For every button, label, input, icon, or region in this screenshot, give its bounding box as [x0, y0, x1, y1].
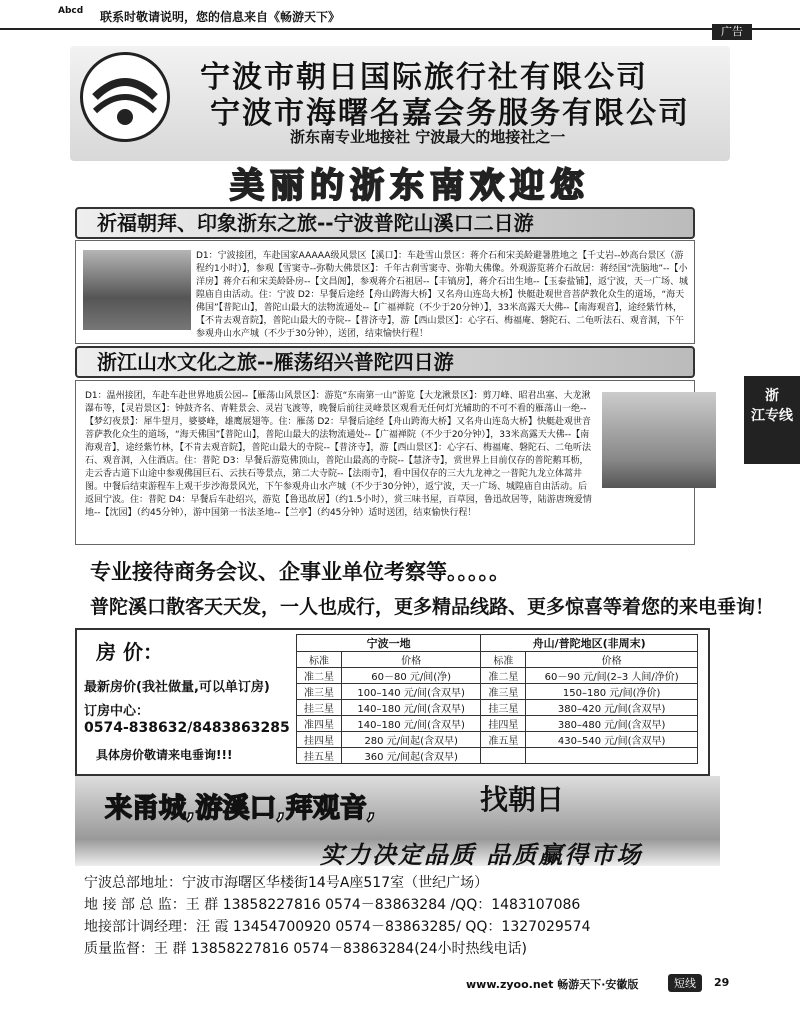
table-cell: 准三星: [481, 684, 526, 700]
banner-line-2: 找朝日: [480, 783, 565, 816]
col-price: 价格: [526, 652, 698, 668]
table-cell: 准四星: [297, 716, 342, 732]
table-cell: 380–480 元/间(含双早): [526, 716, 698, 732]
table-cell: 60－90 元/间(2–3 人间/净价): [526, 668, 698, 684]
welcome-title: 美丽的浙东南欢迎您: [230, 166, 590, 206]
magazine-logo: Abcd: [58, 6, 84, 16]
hotel-label: 房 价：: [96, 640, 163, 664]
footer-site: www.zyoo.net 畅游天下·安徽版: [466, 978, 639, 991]
page-number: 29: [714, 976, 730, 989]
table-row: [297, 684, 698, 700]
booking-phone: 0574-838632/8483863285: [84, 720, 290, 736]
table-cell: 140–180 元/间(含双早): [342, 700, 481, 716]
region-right: 舟山/普陀地区(非周末): [481, 635, 698, 652]
table-cell: [526, 748, 698, 764]
col-standard: 标准: [297, 652, 342, 668]
table-cell: 380–420 元/间(含双早): [526, 700, 698, 716]
table-cell: 准三星: [297, 684, 342, 700]
contact-line-2: 地接部计调经理：汪 霞 13454700920 0574－83863285/ QQ：1327029574: [84, 919, 591, 935]
table-cell: 挂三星: [297, 700, 342, 716]
table-cell: 150–180 元/间(净价): [526, 684, 698, 700]
contact-line-1: 地 接 部 总 监：王 群 13858227816 0574－83863284 /QQ：1483107086: [84, 897, 581, 913]
sidebar-label-1: 浙: [765, 388, 779, 404]
contact-address: 宁波总部地址：宁波市海曙区华楼街14号A座517室（世纪广场）: [84, 875, 489, 891]
route2-title: 浙江山水文化之旅--雁荡绍兴普陀四日游: [75, 346, 695, 378]
sidebar-label-2: 江专线: [751, 408, 793, 424]
route2-photo: [602, 392, 716, 488]
table-cell: 430–540 元/间(含双早): [526, 732, 698, 748]
company-logo-icon: [80, 52, 170, 142]
slogan: 浙东南专业地接社 宁波最大的地接社之一: [290, 128, 566, 146]
company-name-2: 宁波市海曙名嘉会务服务有限公司: [210, 96, 690, 131]
route1-itinerary: D1：宁波接团，车赴国家AAAAA级风景区【溪口】：车赴雪山景区：蒋介石和宋美龄避暑胜地之【千丈岩--妙高台景区（游程约1小时）】，参观【雪窦寺--弥勒大佛景区】：千年古刹雪窦寺、弥勒大佛像。外观游览蒋介石故居：蒋经国“洗脑地”--【小洋房】蒋介石和宋美龄卧房--【文昌阁】，参观蒋介石祖居--【丰镐房】，蒋介石出生地--【玉泰盐铺】，返宁波，天一广场、城隍庙自由活动。住：宁波 D2：早餐后途经【舟山跨海大桥】又名舟山连岛大桥】快艇赴观世音菩萨教化众生的道场，“海天佛国”【普陀山】，普陀山最大的法物流通处--【广福禅院（不少于20分钟）】，33米高露天大佛--【南海观音】，途经紫竹林，【不肯去观音院】，普陀山最大的寺院--【普济寺】，游【西山景区】：心字石、梅福庵、磐陀石、二龟听法石、观音洞，下午参观舟山水产城（不少于30分钟），送团，结束愉快行程！: [196, 251, 688, 339]
table-cell: 准五星: [481, 732, 526, 748]
table-cell: 挂五星: [297, 748, 342, 764]
route2-itinerary: D1：温州接团，车赴车赴世界地质公园--【雁荡山风景区】：游览“东南第一山”游览【大龙湫景区】：剪刀峰、昭君出塞、大龙湫瀑布等，【灵岩景区】：钟鼓齐名、青鞋景会、灵岩飞渡等，晚餐后前往灵峰景区观看无任何灯光辅助的不可不看的雁荡山一绝--【梦幻夜景】：犀牛望月，婆婆峰，雄鹰展翅等。住：雁荡 D2：早餐后途经【舟山跨海大桥】又名舟山连岛大桥】快艇赴观世音菩萨教化众生的道场，“海天佛国”【普陀山】，普陀山最大的法物流通处--【广福禅院（不少于20分钟）】，33米高露天大佛--【南海观音】，途经紫竹林，【不肯去观音院】，普陀山最大的寺院--【普济寺】，游【西山景区】：心字石、梅福庵、磐陀石、二龟听法石、观音洞，入住酒店。住：普陀 D3：早餐后游览佛顶山，普陀山最高的寺院--【慧济寺】，赏世界上目前仅存的普陀鹅耳枥，走云香古道下山途中参观佛国巨石、云扶石等景点，第二大寺院--【法雨寺】，看中国仅存的三大九龙神之一普陀九龙立体蒿井图。中餐后结束游程车上观干步沙海景风光，下午参观舟山水产城（不少于30分钟），返宁波，天一广场、城隍庙自由活动。后返回宁波。住：普陀 D4：早餐后车赴绍兴，游览【鲁迅故居】（约1.5小时），赏三味书屋，百草园，鲁迅故居等，陆游唐琬爱情地--【沈园】（约45分钟），游中国第一书法圣地--【兰亭】（约45分钟）适时送团，结束愉快行程！: [85, 391, 592, 518]
table-row: [297, 716, 698, 732]
booking-label: 订房中心：: [84, 704, 150, 719]
col-standard: 标准: [481, 652, 526, 668]
hotel-note: 最新房价(我社做量,可以单订房): [84, 680, 270, 695]
table-cell: 360 元/间起(含双早): [342, 748, 481, 764]
footer-badge: 短线: [668, 974, 702, 992]
contact-line-3: 质量监督：王 群 13858227816 0574－83863284(24小时热线电话): [84, 941, 527, 957]
table-cell: 挂三星: [481, 700, 526, 716]
table-cell: 60－80 元/间(净): [342, 668, 481, 684]
promo-line-1: 专业接待商务会议、企事业单位考察等。。。。。: [90, 560, 510, 584]
banner-line-1: 来甬城,游溪口,拜观音,: [105, 793, 377, 824]
banner-motto: 实力决定品质 品质赢得市场: [320, 840, 643, 869]
route1-photo: [83, 250, 191, 330]
section-sidebar: [744, 376, 800, 464]
table-cell: 挂四星: [297, 732, 342, 748]
table-cell: 准二星: [297, 668, 342, 684]
table-cell: 280 元/间起(含双早): [342, 732, 481, 748]
table-row: [297, 700, 698, 716]
price-table: [296, 634, 698, 764]
table-cell: 挂四星: [481, 716, 526, 732]
price-note: 具体房价敬请来电垂询!!!: [96, 748, 233, 762]
table-cell: [481, 748, 526, 764]
route1-title: 祈福朝拜、印象浙东之旅--宁波普陀山溪口二日游: [75, 207, 695, 239]
table-cell: 140–180 元/间(含双早): [342, 716, 481, 732]
table-row: [297, 668, 698, 684]
table-cell: 准二星: [481, 668, 526, 684]
region-left: 宁波一地: [297, 635, 481, 652]
source-note: 联系时敬请说明，您的信息来自《畅游天下》: [100, 10, 341, 24]
company-name-1: 宁波市朝日国际旅行社有限公司: [200, 60, 648, 95]
table-row: [297, 748, 698, 764]
promo-line-2: 普陀溪口散客天天发，一人也成行，更多精品线路、更多惊喜等着您的来电垂询！: [90, 596, 775, 618]
table-row: [297, 732, 698, 748]
ad-tag: 广告: [712, 24, 752, 40]
col-price: 价格: [342, 652, 481, 668]
table-cell: 100–140 元/间(含双早): [342, 684, 481, 700]
